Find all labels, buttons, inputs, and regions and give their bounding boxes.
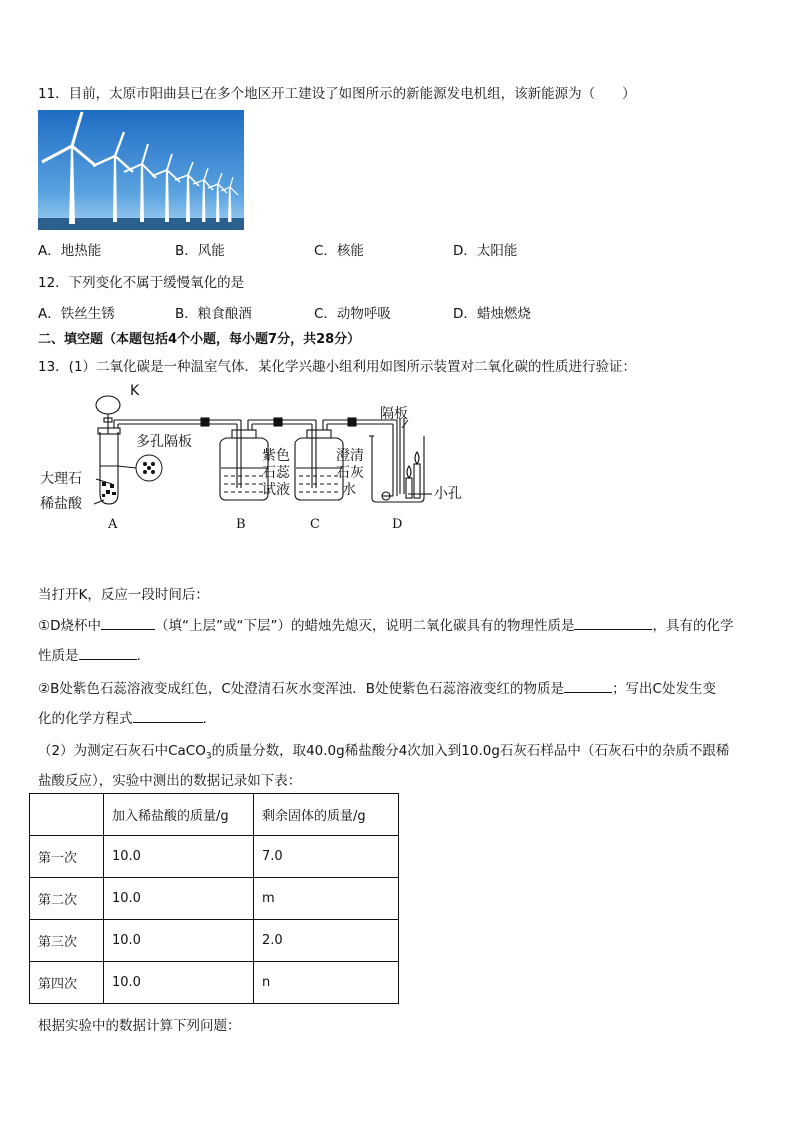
q11-stem: 11．目前，太原市阳曲县已在多个地区开工建设了如图所示的新能源发电机组，该新能源为（ ） (38, 86, 636, 102)
q12-option-b: B．粮食酿酒 (175, 306, 252, 322)
label-small-hole: 小孔 (434, 486, 462, 502)
apparatus-diagram (36, 384, 476, 536)
table-cell: 第四次 (30, 962, 104, 1004)
table-cell: 10.0 (104, 878, 254, 920)
label-limewater-1: 澄清 (336, 448, 364, 464)
table-row (30, 878, 399, 920)
separatory-funnel (96, 396, 120, 414)
q13-part1-stem: 13．(1）二氧化碳是一种温室气体．某化学兴趣小组利用如图所示装置对二氧化碳的性质进行验证： (38, 359, 637, 375)
blank-1 (101, 615, 155, 630)
table-cell: 10.0 (104, 836, 254, 878)
table-row (30, 920, 399, 962)
label-marble: 大理石 (40, 471, 82, 487)
table-header-row (30, 794, 399, 836)
label-b: B (236, 517, 246, 532)
section-heading: 二、填空题（本题包括4个小题，每小题7分，共28分） (38, 332, 361, 347)
q12-option-d: D．蜡烛燃烧 (453, 306, 531, 322)
label-d: D (392, 517, 403, 532)
table-cell: 7.0 (254, 836, 399, 878)
table-cell: 10.0 (104, 920, 254, 962)
q11-option-d: D．太阳能 (453, 243, 518, 259)
part-2-line-1: （2）为测定石灰石中CaCO$_3$的质量分数，取40.0g稀盐酸分4次加入到10.0g石灰石样品中（石灰石中的杂质不跟稀 (38, 743, 730, 762)
blank-2 (574, 615, 652, 630)
q11-option-a: A．地热能 (38, 243, 102, 259)
table-cell: 10.0 (104, 962, 254, 1004)
label-a: A (108, 517, 118, 532)
table-cell: 第二次 (30, 878, 104, 920)
table-header: 剩余固体的质量/g (254, 794, 399, 836)
para-2-line-1: ②B处紫色石蕊溶液变成红色，C处澄清石灰水变浑浊．B处使紫色石蕊溶液变红的物质是 ；写出C处发生变 (38, 677, 716, 697)
open-k-line: 当打开K，反应一段时间后： (38, 587, 209, 603)
data-table (29, 793, 399, 1004)
table-header: 加入稀盐酸的质量/g (104, 794, 254, 836)
q12-option-c: C．动物呼吸 (314, 306, 391, 322)
label-litmus-1: 紫色 (262, 448, 290, 464)
table-cell: 第一次 (30, 836, 104, 878)
blank-4 (564, 678, 612, 693)
para-1-line-1: ①D烧杯中 （填“上层”或“下层”）的蜡烛先熄灭，说明二氧化碳具有的物理性质是 ，具有的化学 (38, 614, 733, 634)
label-limewater-3: 水 (342, 482, 356, 498)
closing-line: 根据实验中的数据计算下列问题： (38, 1018, 241, 1034)
para-1-line-2: 性质是 . (38, 644, 141, 664)
table-cell: m (254, 878, 399, 920)
label-limewater-2: 石灰 (336, 465, 364, 481)
wind-turbine-photo (38, 110, 244, 230)
table-row (30, 836, 399, 878)
bottle-b (220, 438, 268, 500)
table-header (30, 794, 104, 836)
label-litmus-2: 石蕊 (262, 465, 290, 481)
table-cell: 第三次 (30, 920, 104, 962)
label-c: C (310, 517, 320, 532)
table-row (30, 962, 399, 1004)
label-partition: 隔板 (380, 406, 408, 422)
q11-option-c: C．核能 (314, 243, 364, 259)
q12-option-a: A．铁丝生锈 (38, 306, 115, 322)
label-k: K (130, 384, 140, 399)
table-cell: 2.0 (254, 920, 399, 962)
label-porous-plate: 多孔隔板 (136, 434, 192, 450)
para-2-line-2: 化的化学方程式 . (38, 707, 207, 727)
q12-stem: 12．下列变化不属于缓慢氧化的是 (38, 275, 245, 291)
blank-3 (79, 645, 137, 660)
beaker-d (372, 436, 424, 502)
label-dilute-acid: 稀盐酸 (40, 496, 82, 512)
table-cell: n (254, 962, 399, 1004)
part-2-line-2: 盐酸反应），实验中测出的数据记录如下表： (38, 773, 302, 789)
q11-option-b: B．风能 (175, 243, 225, 259)
blank-5 (133, 708, 203, 723)
label-litmus-3: 试液 (262, 482, 290, 498)
